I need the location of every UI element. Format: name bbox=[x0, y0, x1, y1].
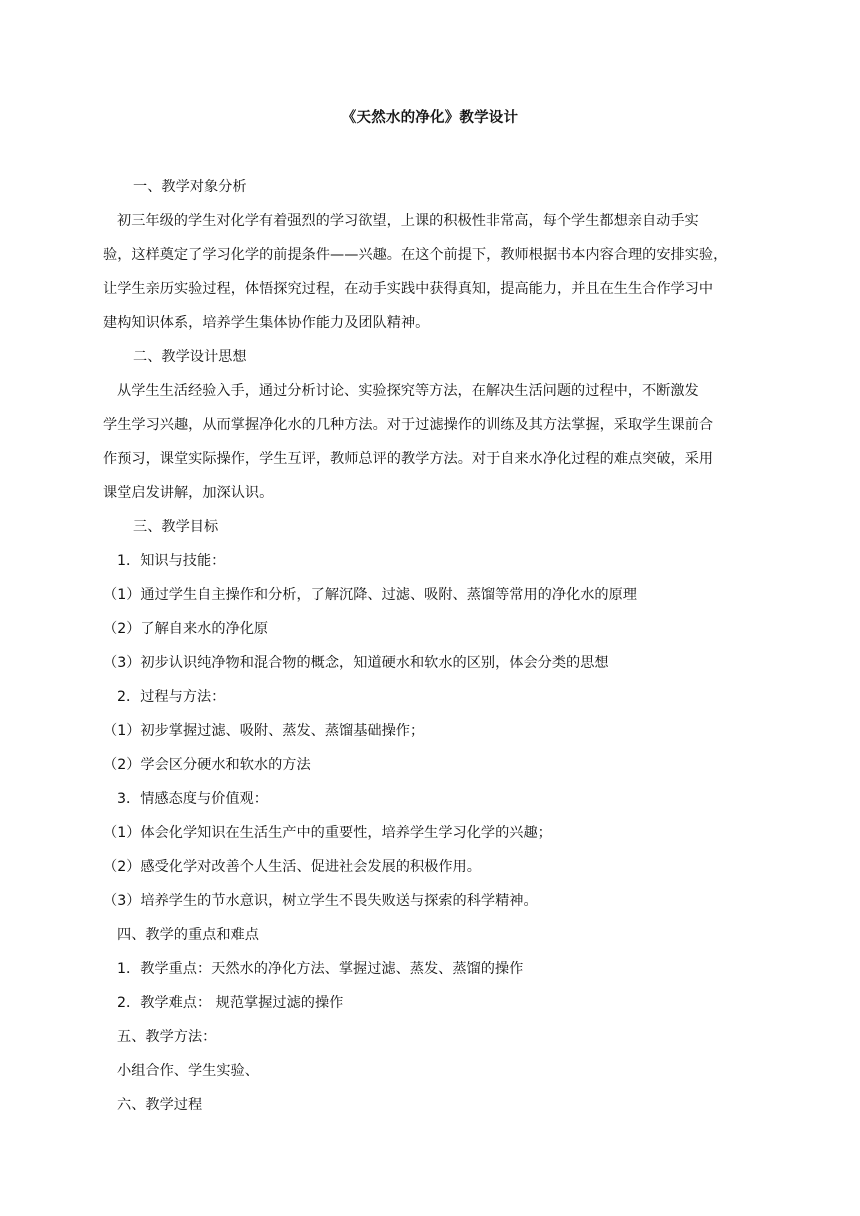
subsection-heading: 1．知识与技能： bbox=[117, 553, 226, 569]
list-item: （2）学会区分硬水和软水的方法 bbox=[103, 757, 311, 773]
paragraph-line: 从学生生活经验入手，通过分析讨论、实验探究等方法，在解决生活问题的过程中，不断激发 bbox=[117, 383, 699, 399]
list-item: （1）通过学生自主操作和分析，了解沉降、过滤、吸附、蒸馏等常用的净化水的原理 bbox=[103, 587, 637, 603]
paragraph-line: 验，这样奠定了学习化学的前提条件——兴趣。在这个前提下，教师根据书本内容合理的安排实验， bbox=[103, 247, 728, 263]
paragraph-line: 课堂启发讲解，加深认识。 bbox=[103, 485, 274, 501]
section-heading-3: 三、教学目标 bbox=[133, 519, 219, 535]
subsection-heading: 3．情感态度与价值观： bbox=[117, 791, 268, 807]
list-item: （3）培养学生的节水意识，树立学生不畏失败送与探索的科学精神。 bbox=[103, 893, 538, 909]
paragraph-line: 小组合作、学生实验、 bbox=[117, 1063, 259, 1079]
list-item: （1）体会化学知识在生活生产中的重要性，培养学生学习化学的兴趣； bbox=[103, 825, 552, 841]
section-heading-4: 四、教学的重点和难点 bbox=[117, 927, 259, 943]
list-item: （3）初步认识纯净物和混合物的概念，知道硬水和软水的区别，体会分类的思想 bbox=[103, 655, 609, 671]
document-title: 《天然水的净化》教学设计 bbox=[341, 110, 519, 126]
list-item: （1）初步掌握过滤、吸附、蒸发、蒸馏基础操作； bbox=[103, 723, 425, 739]
subsection-heading: 2．过程与方法： bbox=[117, 689, 226, 705]
list-item: 1．教学重点：天然水的净化方法、掌握过滤、蒸发、蒸馏的操作 bbox=[117, 961, 524, 977]
section-heading-1: 一、教学对象分析 bbox=[133, 179, 247, 195]
section-heading-6: 六、教学过程 bbox=[117, 1097, 203, 1113]
section-heading-2: 二、教学设计思想 bbox=[133, 349, 247, 365]
document-body bbox=[103, 170, 771, 1122]
section-heading-5: 五、教学方法： bbox=[117, 1029, 217, 1045]
paragraph-line: 学生学习兴趣，从而掌握净化水的几种方法。对于过滤操作的训练及其方法掌握，采取学生课前合 bbox=[103, 417, 714, 433]
paragraph-line: 建构知识体系，培养学生集体协作能力及团队精神。 bbox=[103, 315, 430, 331]
paragraph-line: 让学生亲历实验过程，体悟探究过程，在动手实践中获得真知，提高能力，并且在生生合作学习中 bbox=[103, 281, 714, 297]
list-item: （2）感受化学对改善个人生活、促进社会发展的积极作用。 bbox=[103, 859, 481, 875]
paragraph-line: 作预习，课堂实际操作，学生互评，教师总评的教学方法。对于自来水净化过程的难点突破，采用 bbox=[103, 451, 714, 467]
paragraph-line: 初三年级的学生对化学有着强烈的学习欲望，上课的积极性非常高，每个学生都想亲自动手实 bbox=[117, 213, 699, 229]
list-item: 2．教学难点： 规范掌握过滤的操作 bbox=[117, 995, 344, 1011]
list-item: （2）了解自来水的净化原 bbox=[103, 621, 269, 637]
